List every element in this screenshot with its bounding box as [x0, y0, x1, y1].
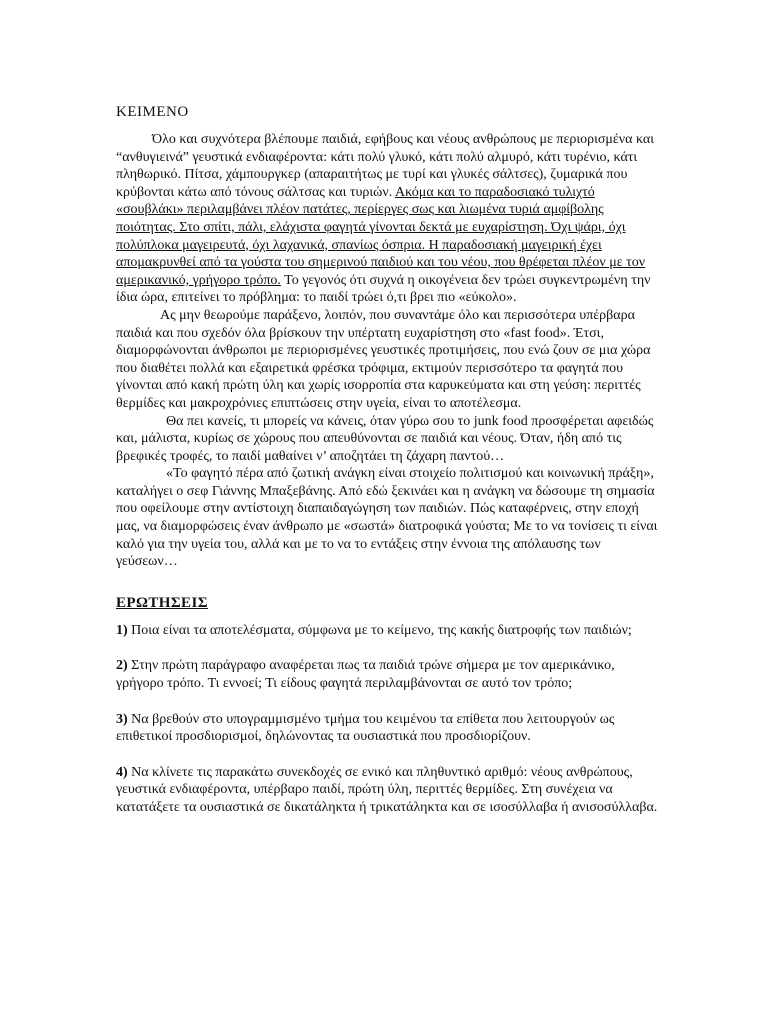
question-4	[116, 764, 658, 817]
paragraph-4: «Το φαγητό πέρα από ζωτική ανάγκη είναι στοιχείο πολιτισμού και κοινωνική πράξη», καταλήγει ο σεφ Γιάννης Μπαξεβάνης. Από εδώ ξεκινάει και η ανάγκη να δώσουμε τη σημασία που οφείλουμε στην αντίστοιχη διαπαιδαγώγηση των παιδιών. Πώς καταφέρνεις, στην εποχή μας, να διαμορφώσεις έναν άνθρωπο με «σωστά» διατροφικά γούστα; Με το να τονίσεις τι είναι καλό για την υγεία του, αλλά και με το να το εντάξεις στην έννοια της απόλαυσης των γεύσεων…	[116, 466, 658, 570]
question-text: Στην πρώτη παράγραφο αναφέρεται πως τα παιδιά τρώνε σήμερα με τον αμερικάνικο, γρήγορο τρόπο. Τι εννοεί; Τι είδους φαγητά περιλαμβάνονται σε αυτό τον τρόπο;	[116, 658, 615, 692]
paragraph-1-end: Το γεγονός ότι συχνά η οικογένεια δεν τρώει συγκεντρωμένη την ίδια ώρα, επιτείνει το πρόβλημα: το παιδί τρώει ό,τι βρει πιο «εύκολο».	[116, 272, 651, 306]
question-number: 4)	[116, 764, 128, 780]
paragraph-1-intro: Όλο και συχνότερα βλέπουμε παιδιά, εφήβους και νέους ανθρώπους με περιορισμένα και “ανθυγιεινά” γευστικά ενδιαφέροντα: κάτι πολύ γλυκό, κάτι πολύ αλμυρό, κάτι τυρένιο, κάτι πληθωρικό. Πίτσα, χάμπουργκερ (απαραιτήτως με τυρί και γλυκές σάλτσες), ζυμαρικά που κρύβονται κάτω από τόνους σάλτσας και τυριών.	[116, 132, 655, 200]
paragraph-3: Θα πει κανείς, τι μπορείς να κάνεις, όταν γύρω σου το junk food προσφέρεται αφειδώς και, μάλιστα, κυρίως σε χώρους που απευθύνονται σε παιδιά και νέους. Όταν, ήδη από τις βρεφικές τροφές, το παιδί μαθαίνει ν’ αποζητάει τη ζάχαρη παντού…	[116, 413, 654, 464]
question-number: 1)	[116, 622, 128, 638]
paragraph-2: Ας μην θεωρούμε παράξενο, λοιπόν, που συναντάμε όλο και περισσότερα υπέρβαρα παιδιά και που σχεδόν όλα βρίσκουν την υπέρτατη ευχαρίστηση στο «fast food». Έτσι, διαμορφώνονται άνθρωποι με περιορισμένες γευστικές προτιμήσεις, που ενώ ζουν σε μια χώρα που διαθέτει πολλά και εξαιρετικά φρέσκα τρόφιμα, εκτιμούν περισσότερο τα φαγητά που γίνονται από κακή πρώτη ύλη και χωρίς ισορροπία στα καρυκεύματα και στη γεύση: περιττές θερμίδες και μακροχρόνιες επιπτώσεις στην υγεία, είναι το αποτέλεσμα.	[116, 307, 651, 411]
question-text: Ποια είναι τα αποτελέσματα, σύμφωνα με το κείμενο, της κακής διατροφής των παιδιών;	[127, 622, 632, 638]
question-number: 2)	[116, 658, 128, 674]
questions-title: ΕΡΩΤΗΣΕΙΣ	[116, 594, 208, 611]
questions-section	[116, 595, 658, 817]
paragraph-1	[116, 131, 658, 307]
question-3	[116, 711, 658, 746]
question-number: 3)	[116, 711, 128, 727]
question-1	[116, 622, 658, 640]
underlined-passage: Ακόμα και το παραδοσιακό τυλιχτό «σουβλάκι» περιλαμβάνει πλέον πατάτες, περίεργες σως και λιωμένα τυριά αμφίβολης ποιότητας. Στο σπίτι, πάλι, ελάχιστα φαγητά γίνονται δεκτά με ευχαρίστηση. Όχι ψάρι, όχι πολύπλοκα μαγειρευτά, όχι λαχανικά, σπανίως όσπρια. Η παραδοσιακή μαγειρική έχει απομακρυνθεί από τα γούστα του σημερινού παιδιού και του νέου, που θρέφεται πλέον με τον αμερικανικό, γρήγορο τρόπο.	[116, 184, 646, 288]
question-text: Να βρεθούν στο υπογραμμισμένο τμήμα του κειμένου τα επίθετα που λειτουργούν ως επιθετικοί προσδιορισμοί, δηλώνοντας τα ουσιαστικά που προσδιορίζουν.	[116, 711, 615, 745]
text-title: ΚΕΙΜΕΝΟ	[116, 104, 189, 120]
question-2	[116, 657, 658, 692]
question-text: Να κλίνετε τις παρακάτω συνεκδοχές σε ενικό και πληθυντικό αριθμό: νέους ανθρώπους, γευστικά ενδιαφέροντα, υπέρβαρο παιδί, πρώτη ύλη, περιττές θερμίδες. Στη συνέχεια να κατατάξετε τα ουσιαστικά σε δικατάληκτα ή τρικατάληκτα και σε ισοσύλλαβα ή ανισοσύλλαβα.	[116, 764, 658, 815]
